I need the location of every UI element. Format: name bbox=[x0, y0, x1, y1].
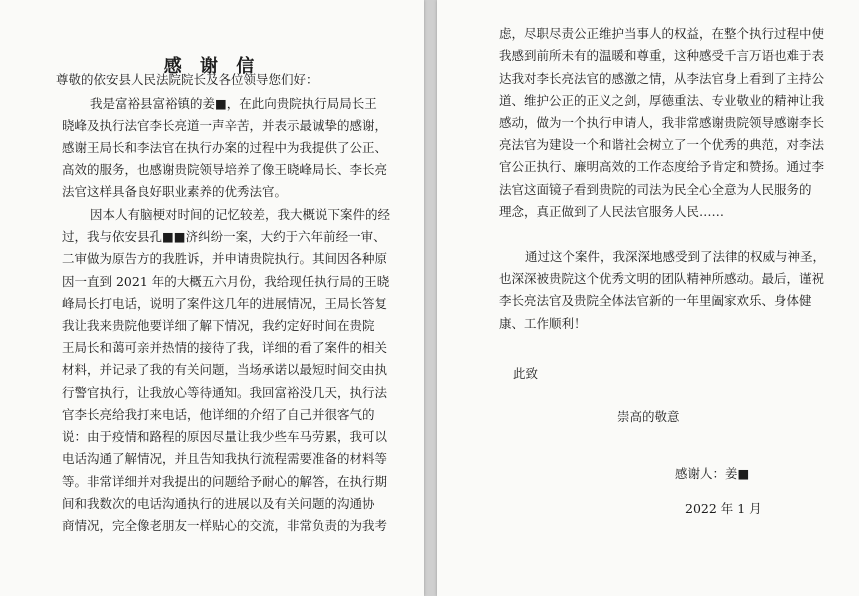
right-text-line: 虑，尽职尽责公正维护当事人的权益，在整个执行过程中使 bbox=[499, 26, 825, 41]
left-text-line: 行警官执行，让我放心等待通知。我回富裕没几天，执行法 bbox=[62, 385, 388, 400]
left-text-line: 等。非常详细并对我提出的问题给予耐心的解答，在执行期 bbox=[62, 474, 388, 489]
right-text-line: 理念，真正做到了人民法官服务人民…… bbox=[499, 204, 725, 219]
left-text-line: 电话沟通了解情况，并且告知我执行流程需要准备的材料等 bbox=[62, 451, 388, 466]
left-text-line: 法官这样具备良好职业素养的优秀法官。 bbox=[62, 184, 288, 199]
left-text-line: 王局长和蔼可亲并热情的接待了我，详细的看了案件的相关 bbox=[62, 340, 388, 355]
left-text-line: 尊敬的依安县人民法院院长及各位领导您们好： bbox=[56, 72, 319, 87]
letter-title: 感 谢 信 bbox=[163, 56, 261, 77]
left-text-line: 过，我与依安县孔■■济纠纷一案，大约于六年前经一审、 bbox=[62, 229, 386, 244]
right-text-line: 也深深被贵院这个优秀文明的团队精神所感动。最后，谨祝 bbox=[499, 271, 825, 286]
right-text-line: 感动，做为一个执行申请人，我非常感谢贵院领导感谢李长 bbox=[499, 115, 825, 130]
left-text-line: 材料，并记录了我的有关问题，当场承诺以最短时间交由执 bbox=[62, 362, 388, 377]
left-text-line: 感谢王局长和李法官在执行办案的过程中为我提供了公正、 bbox=[62, 140, 388, 155]
right-text-line: 我感到前所未有的温暖和尊重，这种感受千言万语也难于表 bbox=[499, 48, 825, 63]
left-text-line: 我是富裕县富裕镇的姜■，在此向贵院执行局局长王 bbox=[90, 96, 377, 111]
left-text-line: 二审做为原告方的我胜诉，并申请贵院执行。其间因各种原 bbox=[62, 251, 388, 266]
right-text-line: 崇高的敬意 bbox=[617, 409, 680, 424]
left-text-line: 我让我来贵院他要详细了解下情况，我约定好时间在贵院 bbox=[62, 318, 375, 333]
right-text-line: 亮法官为建设一个和谐社会树立了一个优秀的典范，对李法 bbox=[499, 137, 825, 152]
left-text-line: 间和我数次的电话沟通执行的进展以及有关问题的沟通协 bbox=[62, 496, 375, 511]
left-text-line: 说：由于疫情和路程的原因尽量让我少些车马劳累，我可以 bbox=[62, 429, 388, 444]
left-text-line: 官李长亮给我打来电话，他详细的介绍了自己并很客气的 bbox=[62, 407, 375, 422]
left-text-line: 因一直到 2021 年的大概五六月份，我给现任执行局的王晓 bbox=[62, 274, 390, 289]
left-text-line: 商情况，完全像老朋友一样贴心的交流，非常负责的为我考 bbox=[62, 518, 388, 533]
right-text-line: 感谢人：姜■ bbox=[675, 466, 750, 481]
letter-page-left bbox=[0, 0, 424, 596]
right-text-line: 法官这面镜子看到贵院的司法为民全心全意为人民服务的 bbox=[499, 182, 812, 197]
right-text-line: 通过这个案件，我深深地感受到了法律的权威与神圣， bbox=[525, 249, 826, 264]
letter-page-right bbox=[437, 0, 859, 596]
right-text-line: 达我对李长亮法官的感激之情，从李法官身上看到了主持公 bbox=[499, 71, 825, 86]
left-text-line: 因本人有脑梗对时间的记忆较差，我大概说下案件的经 bbox=[90, 207, 391, 222]
right-text-line: 2022 年 1 月 bbox=[685, 501, 762, 516]
right-text-line: 康、工作顺利！ bbox=[499, 316, 587, 331]
left-text-line: 峰局长打电话，说明了案件这几年的进展情况，王局长答复 bbox=[62, 296, 388, 311]
left-text-line: 高效的服务，也感谢贵院领导培养了像王晓峰局长、李长亮 bbox=[62, 162, 388, 177]
right-text-line: 道、维护公正的正义之剑，厚德重法、专业敬业的精神让我 bbox=[499, 93, 825, 108]
right-text-line: 李长亮法官及贵院全体法官新的一年里阖家欢乐、身体健 bbox=[499, 293, 812, 308]
left-text-line: 晓峰及执行法官李长亮道一声辛苦，并表示最诚挚的感谢， bbox=[62, 118, 388, 133]
right-text-line: 此致 bbox=[513, 366, 539, 381]
right-text-line: 官公正执行、廉明高效的工作态度给予肯定和赞扬。通过李 bbox=[499, 159, 825, 174]
